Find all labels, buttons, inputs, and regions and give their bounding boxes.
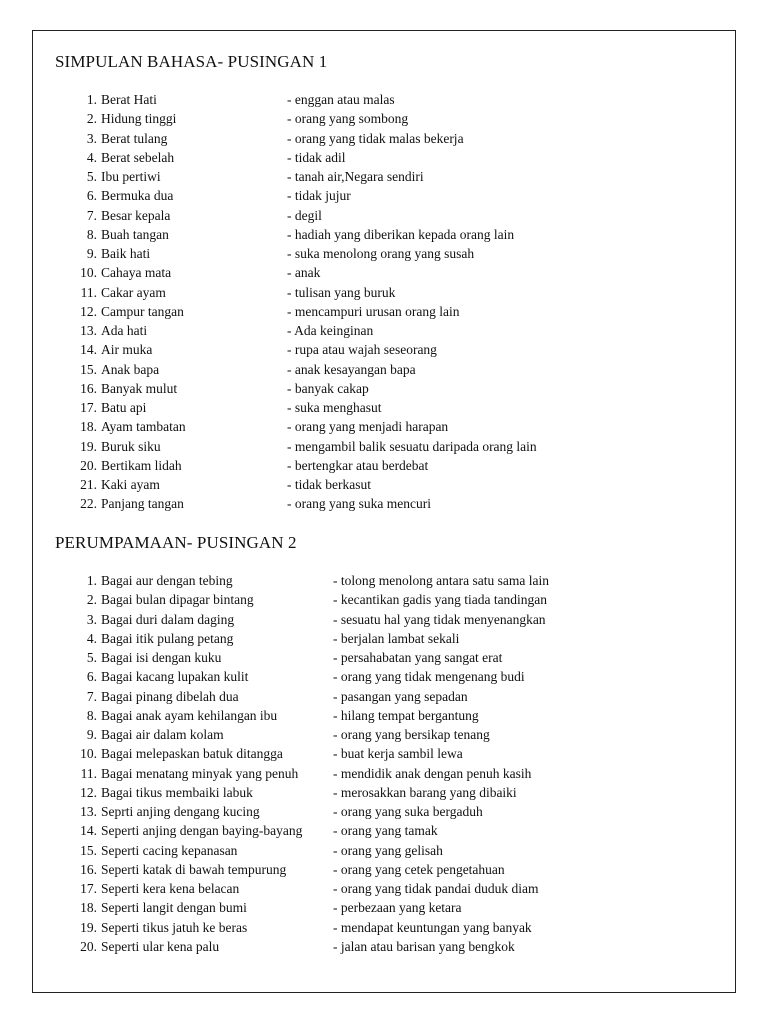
item-meaning: - hadiah yang diberikan kepada orang lain: [287, 226, 515, 242]
item-term: Berat tulang: [101, 130, 168, 146]
item-term: Seperti katak di bawah tempurung: [101, 861, 287, 877]
item-number: 22.: [80, 496, 97, 512]
list-item: [0, 590, 700, 609]
item-meaning: - orang yang suka bergaduh: [333, 804, 483, 819]
section-2-title: PERUMPAMAAN- PUSINGAN 2: [55, 533, 297, 552]
item-number: 14.: [80, 342, 97, 358]
item-number: 20.: [80, 938, 97, 954]
item-term: Bagai kacang lupakan kulit: [101, 669, 249, 685]
item-meaning: - tidak berkasut: [287, 477, 371, 492]
item-number: 17.: [80, 400, 97, 415]
item-term: Baik hati: [101, 246, 151, 261]
item-term: Seprti anjing dengang kucing: [101, 804, 260, 819]
item-term: Buah tangan: [101, 226, 169, 242]
item-term: Bagai itik pulang petang: [101, 630, 234, 646]
item-number: 9.: [86, 727, 97, 742]
item-meaning: - mendidik anak dengan penuh kasih: [333, 765, 532, 781]
item-meaning: - tidak adil: [287, 149, 346, 165]
list-item: [0, 340, 700, 359]
item-meaning: - orang yang menjadi harapan: [287, 419, 449, 435]
item-number: 15.: [80, 361, 97, 377]
item-meaning: - orang yang tidak pandai duduk diam: [333, 881, 539, 896]
item-number: 16.: [80, 380, 97, 396]
item-meaning: - anak kesayangan bapa: [287, 361, 416, 377]
item-term: Campur tangan: [101, 303, 184, 319]
item-number: 9.: [86, 246, 97, 261]
item-term: Cakar ayam: [101, 284, 166, 300]
item-number: 1.: [86, 92, 97, 107]
item-term: Bagai bulan dipagar bintang: [101, 592, 254, 608]
item-term: Cahaya mata: [101, 265, 172, 281]
list-item: [0, 898, 700, 917]
item-number: 3.: [86, 130, 97, 146]
list-item: [0, 706, 700, 725]
item-meaning: - bertengkar atau berdebat: [287, 457, 429, 473]
item-number: 5.: [86, 169, 97, 184]
list-item: [0, 610, 700, 629]
item-term: Ayam tambatan: [101, 419, 186, 435]
item-term: Bagai pinang dibelah dua: [101, 688, 239, 704]
item-term: Hidung tinggi: [101, 111, 177, 127]
item-term: Berat Hati: [101, 92, 157, 107]
list-item: [0, 802, 700, 821]
item-meaning: - rupa atau wajah seseorang: [287, 342, 437, 358]
list-item: [0, 744, 700, 763]
list-item: [0, 283, 700, 302]
item-meaning: - mendapat keuntungan yang banyak: [333, 919, 532, 935]
list-item: [0, 321, 700, 340]
list-item: [0, 379, 700, 398]
item-meaning: - orang yang suka mencuri: [287, 496, 431, 512]
item-meaning: - Ada keinginan: [287, 323, 374, 338]
item-meaning: - tidak jujur: [287, 188, 351, 204]
item-number: 19.: [80, 438, 97, 454]
item-term: Besar kepala: [101, 207, 171, 223]
list-item: [0, 225, 700, 244]
item-meaning: - orang yang tidak mengenang budi: [333, 669, 525, 685]
section-1-title: SIMPULAN BAHASA- PUSINGAN 1: [55, 52, 328, 71]
item-meaning: - enggan atau malas: [287, 92, 395, 107]
item-term: Bagai isi dengan kuku: [101, 650, 222, 665]
item-number: 13.: [80, 323, 97, 338]
item-meaning: - persahabatan yang sangat erat: [333, 650, 503, 665]
item-term: Seperti kera kena belacan: [101, 881, 240, 896]
list-item: [0, 879, 700, 898]
item-number: 7.: [86, 207, 97, 223]
item-meaning: - anak: [287, 265, 321, 281]
list-item: [0, 437, 700, 456]
item-number: 4.: [86, 149, 97, 165]
list-item: [0, 667, 700, 686]
list-item: [0, 629, 700, 648]
item-number: 6.: [86, 669, 97, 685]
list-item: [0, 783, 700, 802]
item-meaning: - pasangan yang sepadan: [333, 688, 468, 704]
item-meaning: - perbezaan yang ketara: [333, 900, 462, 916]
item-meaning: - jalan atau barisan yang bengkok: [333, 938, 515, 954]
list-item: [0, 206, 700, 225]
list-item: [0, 475, 700, 494]
item-meaning: - merosakkan barang yang dibaiki: [333, 784, 517, 800]
item-number: 16.: [80, 861, 97, 877]
item-number: 13.: [80, 804, 97, 819]
item-meaning: - tolong menolong antara satu sama lain: [333, 573, 549, 588]
item-meaning: - banyak cakap: [287, 380, 369, 396]
item-term: Berat sebelah: [101, 149, 175, 165]
item-number: 12.: [80, 784, 97, 800]
list-item: [0, 186, 700, 205]
item-term: Panjang tangan: [101, 496, 184, 512]
item-term: Ibu pertiwi: [101, 169, 161, 184]
item-number: 2.: [86, 111, 97, 127]
item-meaning: - orang yang cetek pengetahuan: [333, 861, 505, 877]
item-number: 21.: [80, 477, 97, 492]
item-number: 17.: [80, 881, 97, 896]
item-number: 14.: [80, 823, 97, 839]
list-item: [0, 860, 700, 879]
item-term: Bagai duri dalam daging: [101, 611, 235, 627]
item-term: Seperti anjing dengan baying-bayang: [101, 823, 303, 839]
item-term: Anak bapa: [101, 361, 160, 377]
item-term: Bagai melepaskan batuk ditangga: [101, 746, 283, 762]
list-item: [0, 90, 700, 109]
item-term: Ada hati: [101, 323, 148, 338]
item-meaning: - berjalan lambat sekali: [333, 630, 460, 646]
item-meaning: - orang yang sombong: [287, 111, 409, 127]
list-item: [0, 571, 700, 590]
item-meaning: - orang yang tidak malas bekerja: [287, 130, 464, 146]
item-meaning: - mencampuri urusan orang lain: [287, 303, 460, 319]
item-term: Bagai anak ayam kehilangan ibu: [101, 707, 278, 723]
item-number: 11.: [80, 284, 97, 300]
item-meaning: - kecantikan gadis yang tiada tandingan: [333, 592, 548, 608]
item-term: Seperti ular kena palu: [101, 938, 220, 954]
item-meaning: - suka menolong orang yang susah: [287, 246, 475, 261]
item-number: 15.: [80, 842, 97, 858]
list-item: [0, 148, 700, 167]
list-item: [0, 398, 700, 417]
list-item: [0, 129, 700, 148]
list-item: [0, 360, 700, 379]
item-term: Bagai tikus membaiki labuk: [101, 784, 253, 800]
item-number: 12.: [80, 303, 97, 319]
list-item: [0, 687, 700, 706]
item-meaning: - hilang tempat bergantung: [333, 707, 479, 723]
item-term: Bagai aur dengan tebing: [101, 573, 233, 588]
list-item: [0, 263, 700, 282]
item-term: Buruk siku: [101, 438, 161, 454]
item-number: 19.: [80, 919, 97, 935]
item-number: 4.: [86, 630, 97, 646]
list-item: [0, 725, 700, 744]
item-number: 7.: [86, 688, 97, 704]
list-item: [0, 841, 700, 860]
item-term: Bagai air dalam kolam: [101, 727, 224, 742]
item-meaning: - sesuatu hal yang tidak menyenangkan: [333, 611, 546, 627]
item-term: Seperti langit dengan bumi: [101, 900, 247, 916]
list-item: [0, 918, 700, 937]
list-item: [0, 167, 700, 186]
item-meaning: - mengambil balik sesuatu daripada orang lain: [287, 438, 537, 454]
item-number: 3.: [86, 611, 97, 627]
list-item: [0, 244, 700, 263]
list-item: [0, 821, 700, 840]
list-item: [0, 937, 700, 956]
list-item: [0, 764, 700, 783]
item-meaning: - tanah air,Negara sendiri: [287, 169, 424, 184]
item-number: 18.: [80, 419, 97, 435]
item-number: 6.: [86, 188, 97, 204]
item-meaning: - tulisan yang buruk: [287, 284, 396, 300]
list-item: [0, 417, 700, 436]
item-term: Seperti tikus jatuh ke beras: [101, 919, 248, 935]
item-meaning: - buat kerja sambil lewa: [333, 746, 463, 762]
list-item: [0, 109, 700, 128]
item-number: 10.: [80, 746, 97, 762]
list-item: [0, 456, 700, 475]
item-number: 2.: [86, 592, 97, 608]
list-item: [0, 494, 700, 513]
item-term: Bagai menatang minyak yang penuh: [101, 765, 299, 781]
item-term: Bertikam lidah: [101, 457, 182, 473]
item-number: 8.: [86, 226, 97, 242]
list-item: [0, 302, 700, 321]
item-number: 8.: [86, 707, 97, 723]
item-meaning: - degil: [287, 207, 322, 223]
item-meaning: - suka menghasut: [287, 400, 382, 415]
item-term: Batu api: [101, 400, 147, 415]
item-number: 20.: [80, 457, 97, 473]
item-number: 5.: [86, 650, 97, 665]
item-number: 11.: [80, 765, 97, 781]
list-item: [0, 648, 700, 667]
item-number: 10.: [80, 265, 97, 281]
item-term: Banyak mulut: [101, 380, 178, 396]
item-term: Kaki ayam: [101, 477, 160, 492]
item-term: Air muka: [101, 342, 153, 358]
item-number: 18.: [80, 900, 97, 916]
item-term: Seperti cacing kepanasan: [101, 842, 238, 858]
item-number: 1.: [86, 573, 97, 588]
item-term: Bermuka dua: [101, 188, 174, 204]
item-meaning: - orang yang bersikap tenang: [333, 727, 490, 742]
item-meaning: - orang yang gelisah: [333, 842, 443, 858]
item-meaning: - orang yang tamak: [333, 823, 438, 839]
